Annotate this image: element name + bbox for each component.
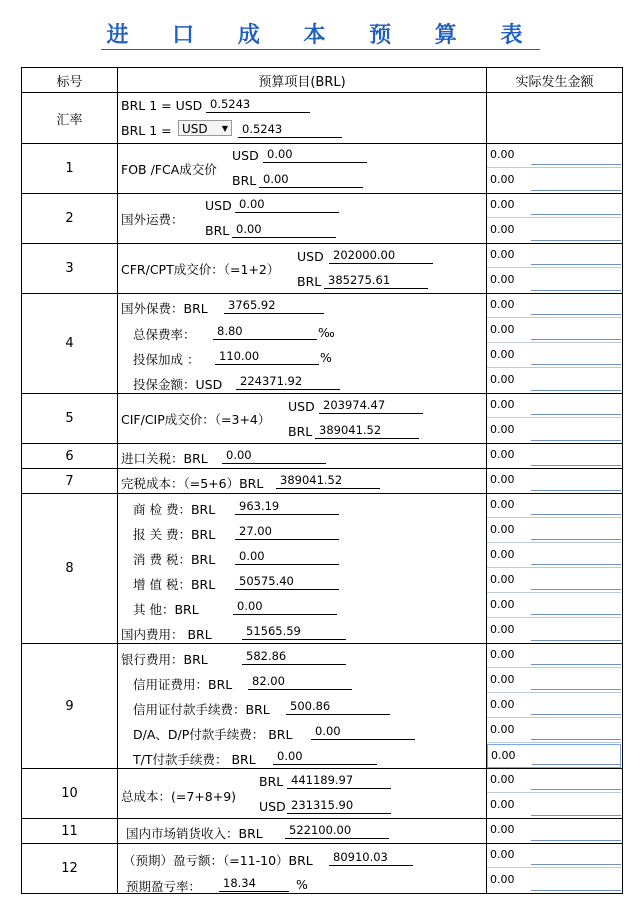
r1-brl-label: BRL: [232, 173, 257, 188]
r12-rate-value[interactable]: 18.34: [219, 876, 289, 892]
r9-lcpay-value[interactable]: 500.86: [286, 699, 390, 715]
row-no-4: 4: [65, 336, 74, 351]
r4-amount-label: 投保金额：USD: [133, 377, 223, 392]
currency-select[interactable]: USD ▼: [178, 120, 232, 136]
actual-amount-field[interactable]: 0.00: [487, 669, 621, 693]
actual-amount-field[interactable]: 0.00: [487, 644, 621, 668]
r7-value[interactable]: 389041.52: [276, 473, 380, 489]
r8-customs-value[interactable]: 27.00: [235, 524, 339, 540]
r9-dadp-label: D/A、D/P付款手续费： BRL: [133, 727, 293, 742]
row-no-9: 9: [65, 698, 74, 714]
row-no-10: 10: [61, 786, 78, 801]
actual-amount-field[interactable]: 0.00: [487, 444, 621, 468]
r8-vat-value[interactable]: 50575.40: [235, 574, 339, 590]
r8-consume-value[interactable]: 0.00: [235, 549, 339, 565]
r9-tt-label: T/T付款手续费： BRL: [133, 752, 256, 767]
row-no-11: 11: [61, 823, 78, 839]
actual-amount-field[interactable]: 0.00: [487, 719, 621, 743]
r9-lcpay-label: 信用证付款手续费：BRL: [133, 702, 270, 717]
r4-markup-label: 投保加成 ：: [133, 352, 200, 367]
r5-usd-label: USD: [288, 399, 315, 414]
actual-amount-field[interactable]: 0.00: [487, 569, 621, 593]
r6-label: 进口关税：BRL: [121, 451, 208, 466]
r8-other-label: 其 他：BRL: [133, 602, 199, 617]
chevron-down-icon: ▼: [221, 124, 228, 133]
r3-usd-value[interactable]: 202000.00: [329, 248, 433, 264]
r10-brl-label: BRL: [259, 774, 284, 789]
r11-label: 国内市场销货收入：BRL: [126, 826, 263, 841]
rate-line1-label: BRL 1 = USD: [121, 98, 203, 113]
r3-label: CFR/CPT成交价：（=1+2）: [121, 262, 280, 277]
r1-brl-value[interactable]: 0.00: [259, 172, 363, 188]
header-item: 预算项目(BRL): [258, 74, 346, 90]
r5-brl-label: BRL: [288, 424, 313, 439]
r12-profit-value[interactable]: 80910.03: [329, 850, 413, 866]
row-no-12: 12: [61, 861, 78, 876]
r8-other-value[interactable]: 0.00: [233, 599, 337, 615]
r10-usd-label: USD: [259, 799, 286, 814]
actual-amount-field[interactable]: 0.00: [487, 794, 621, 818]
r4-rate-unit: ‰: [318, 325, 335, 340]
r2-label: 国外运费：: [121, 212, 184, 227]
r5-usd-value[interactable]: 203974.47: [319, 398, 423, 414]
r8-vat-label: 增 值 税：BRL: [133, 577, 216, 592]
actual-amount-field[interactable]: 0.00: [487, 694, 621, 718]
r9-lc-label: 信用证费用：BRL: [133, 677, 233, 692]
actual-amount-field[interactable]: 0.00: [487, 144, 621, 168]
r11-value[interactable]: 522100.00: [285, 823, 389, 839]
actual-amount-field[interactable]: 0.00: [487, 844, 621, 868]
r8-customs-label: 报 关 费：BRL: [133, 527, 216, 542]
r1-usd-value[interactable]: 0.00: [263, 147, 367, 163]
r5-brl-value[interactable]: 389041.52: [315, 423, 419, 439]
r3-usd-label: USD: [297, 249, 324, 264]
actual-amount-field[interactable]: 0.00: [487, 344, 621, 368]
row-no-2: 2: [65, 211, 74, 226]
actual-amount-field[interactable]: 0.00: [487, 819, 621, 843]
r3-brl-value[interactable]: 385275.61: [324, 273, 428, 289]
r12-rate-label: 预期盈亏率：: [126, 879, 202, 894]
actual-amount-field[interactable]: 0.00: [487, 394, 621, 418]
actual-amount-field[interactable]: 0.00: [487, 269, 621, 293]
actual-amount-field[interactable]: 0.00: [487, 419, 621, 443]
rate-line1-value[interactable]: 0.5243: [206, 97, 310, 113]
r9-tt-value[interactable]: 0.00: [273, 749, 377, 765]
rate-line2-label: BRL 1 =: [121, 123, 172, 138]
actual-amount-field[interactable]: 0.00: [487, 769, 621, 793]
r4-markup-unit: %: [320, 350, 332, 365]
r9-dadp-value[interactable]: 0.00: [311, 724, 415, 740]
r12-rate-unit: %: [296, 877, 308, 892]
row-no-8: 8: [65, 561, 74, 576]
r1-usd-label: USD: [232, 148, 259, 163]
r6-value[interactable]: 0.00: [222, 448, 326, 464]
actual-amount-field[interactable]: 0.00: [487, 294, 621, 318]
actual-amount-field[interactable]: 0.00: [487, 744, 621, 768]
actual-amount-field[interactable]: 0.00: [487, 169, 621, 193]
r8-domestic-value[interactable]: 51565.59: [242, 624, 346, 640]
actual-amount-field[interactable]: 0.00: [487, 244, 621, 268]
r4-markup-value[interactable]: 110.00: [215, 349, 319, 365]
r4-fee-label: 国外保费：BRL: [121, 301, 208, 316]
r4-rate-value[interactable]: 8.80: [213, 324, 317, 340]
actual-amount-field[interactable]: 0.00: [487, 219, 621, 243]
r4-amount-value[interactable]: 224371.92: [236, 374, 340, 390]
row-no-7: 7: [65, 473, 74, 489]
budget-table: [21, 67, 623, 894]
r5-label: CIF/CIP成交价：（=3+4）: [121, 412, 271, 427]
r2-usd-value[interactable]: 0.00: [235, 197, 339, 213]
r8-inspect-value[interactable]: 963.19: [235, 499, 339, 515]
actual-amount-field[interactable]: 0.00: [487, 619, 621, 643]
actual-amount-field[interactable]: 0.00: [487, 494, 621, 518]
rate-label: 汇率: [56, 112, 83, 128]
r2-brl-value[interactable]: 0.00: [232, 222, 336, 238]
r12-profit-label: （预期）盈亏额：（=11-10）BRL: [123, 853, 313, 868]
r4-rate-label: 总保费率：: [133, 327, 196, 342]
r4-fee-value[interactable]: 3765.92: [224, 298, 324, 314]
r10-usd-value[interactable]: 231315.90: [287, 798, 391, 814]
r10-label: 总成本：(=7+8+9): [121, 789, 237, 804]
actual-amount-field[interactable]: 0.00: [487, 869, 621, 893]
actual-amount-field[interactable]: 0.00: [487, 194, 621, 218]
r2-usd-label: USD: [205, 198, 232, 213]
actual-amount-field[interactable]: 0.00: [487, 469, 621, 493]
actual-amount-field[interactable]: 0.00: [487, 594, 621, 618]
r9-bank-value[interactable]: 582.86: [242, 649, 346, 665]
rate-line2-value[interactable]: 0.5243: [238, 122, 342, 138]
r1-label: FOB /FCA成交价: [121, 162, 217, 177]
row-no-3: 3: [65, 261, 74, 276]
row-no-5: 5: [65, 411, 74, 426]
actual-amount-field[interactable]: 0.00: [487, 519, 621, 543]
r7-label: 完税成本：（=5+6）BRL: [121, 476, 264, 491]
row-no-1: 1: [65, 161, 74, 176]
actual-amount-field[interactable]: 0.00: [487, 369, 621, 393]
page-title: 进 口 成 本 预 算 表: [0, 18, 641, 49]
actual-amount-field[interactable]: 0.00: [487, 544, 621, 568]
r3-brl-label: BRL: [297, 274, 322, 289]
r10-brl-value[interactable]: 441189.97: [287, 773, 391, 789]
row-no-6: 6: [65, 448, 74, 464]
r8-domestic-label: 国内费用： BRL: [121, 627, 212, 642]
header-no: 标号: [56, 74, 83, 90]
r2-brl-label: BRL: [205, 223, 230, 238]
r9-lc-value[interactable]: 82.00: [248, 674, 352, 690]
header-actual: 实际发生金额: [515, 74, 594, 90]
r9-bank-label: 银行费用：BRL: [121, 652, 208, 667]
actual-amount-field[interactable]: 0.00: [487, 319, 621, 343]
r8-consume-label: 消 费 税：BRL: [133, 552, 216, 567]
r8-inspect-label: 商 检 费：BRL: [133, 502, 216, 517]
